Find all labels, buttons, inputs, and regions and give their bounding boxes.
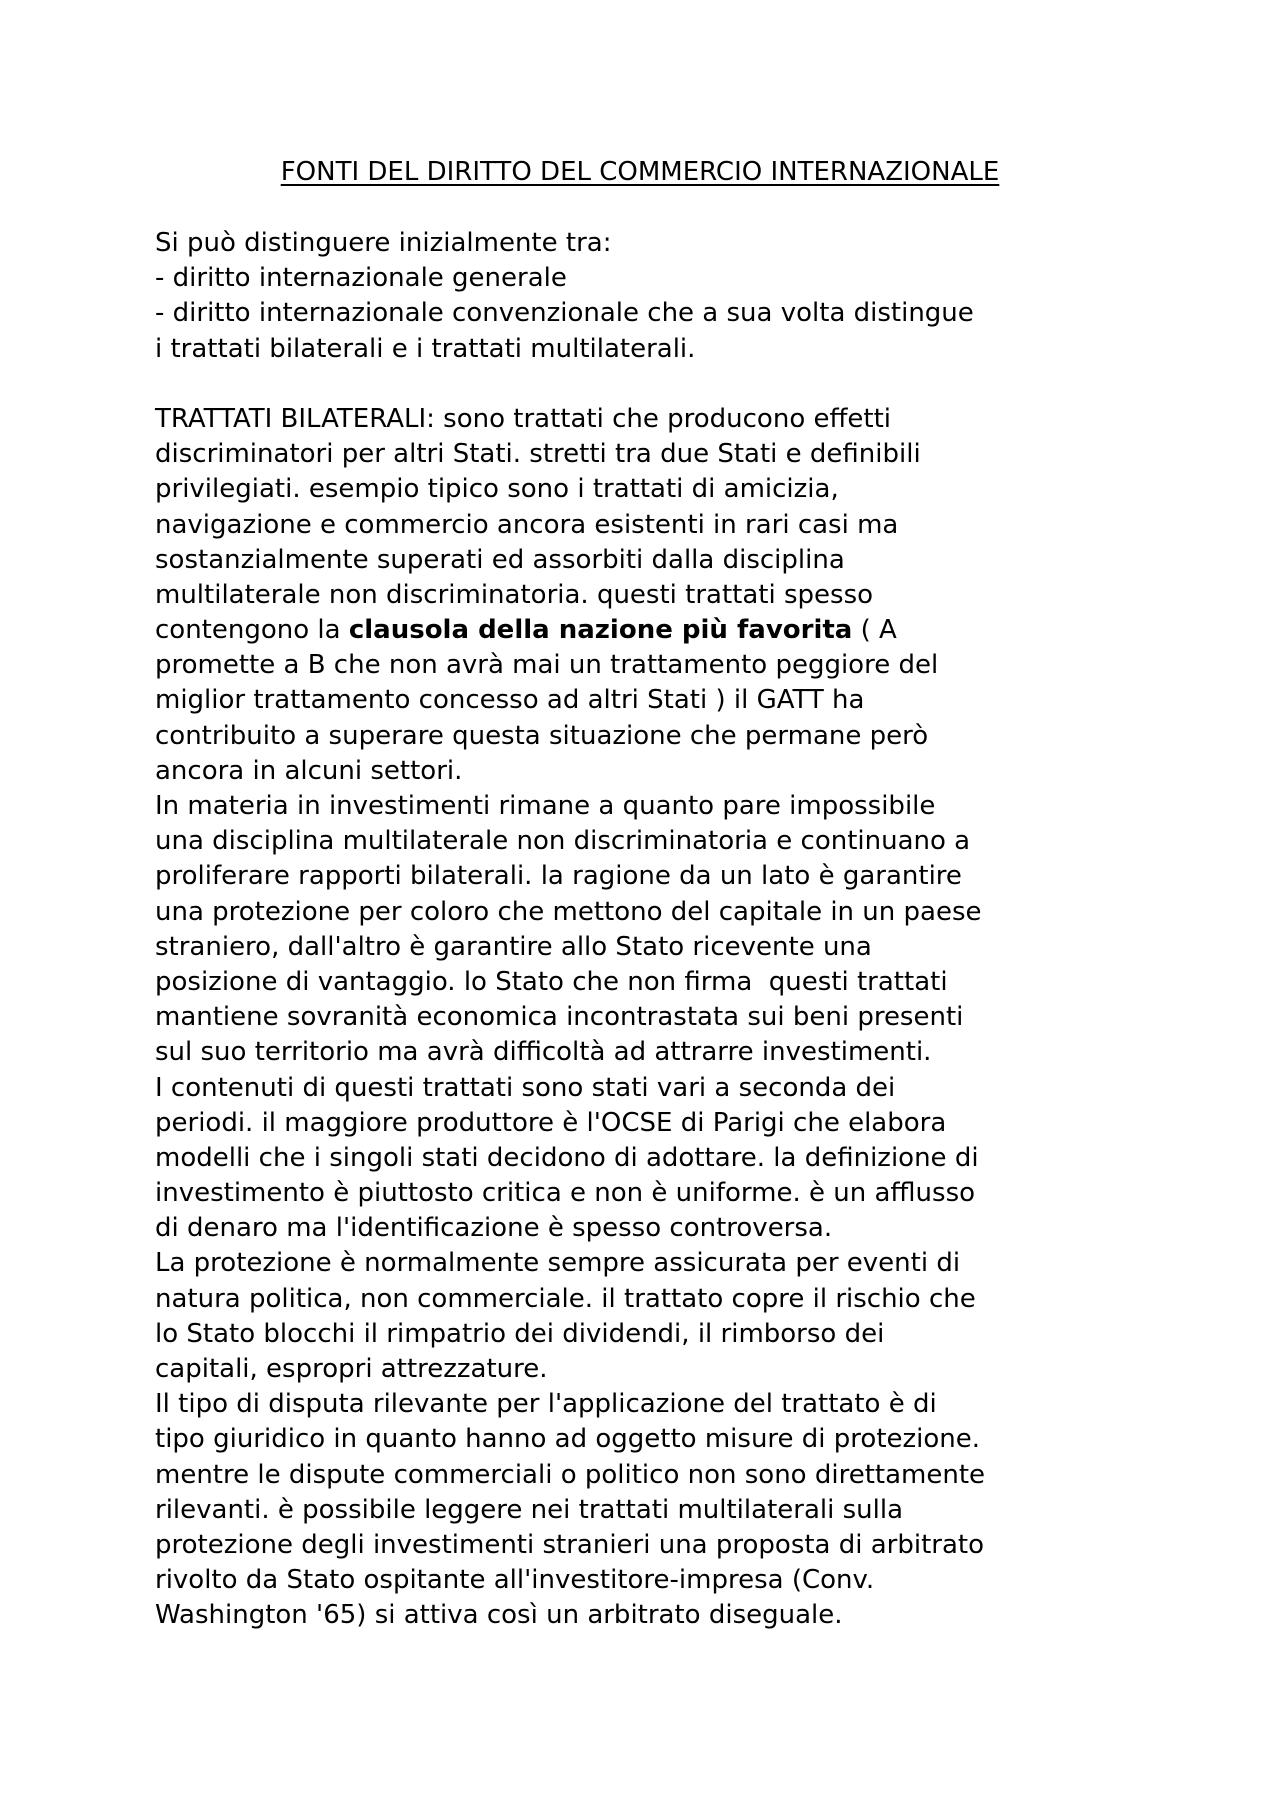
text-line: tipo giuridico in quanto hanno ad oggetto misure di protezione. xyxy=(155,1424,981,1455)
text-line: i trattati bilaterali e i trattati multilaterali. xyxy=(155,333,696,364)
text-line: straniero, dall'altro è garantire allo Stato ricevente una xyxy=(155,931,872,962)
text-line: periodi. il maggiore produttore è l'OCSE di Parigi che elabora xyxy=(155,1107,947,1138)
paragraph-investments xyxy=(155,789,1165,1071)
text-line: sostanzialmente superati ed assorbiti dalla disciplina xyxy=(155,544,845,575)
text-line: modelli che i singoli stati decidono di adottare. la definizione di xyxy=(155,1142,979,1173)
document-title: FONTI DEL DIRITTO DEL COMMERCIO INTERNAZIONALE xyxy=(280,157,1000,187)
text-line xyxy=(155,613,1165,648)
text-line: mentre le dispute commerciali o politico non sono direttamente xyxy=(155,1459,986,1490)
document-body xyxy=(155,226,1165,1634)
text-line: natura politica, non commerciale. il trattato copre il rischio che xyxy=(155,1283,976,1314)
text-line: - diritto internazionale convenzionale che a sua volta distingue xyxy=(155,298,974,329)
text-line: In materia in investimenti rimane a quanto pare impossibile xyxy=(155,791,936,821)
text-run: contengono la xyxy=(155,615,349,646)
paragraph-bilateral-treaties xyxy=(155,402,1165,789)
text-line: TRATTATI BILATERALI: sono trattati che producono effetti xyxy=(155,403,892,434)
text-line: una disciplina multilaterale non discriminatoria e continuano a xyxy=(155,826,971,857)
text-line: capitali, espropri attrezzature. xyxy=(155,1354,548,1384)
text-line: protezione degli investimenti stranieri una proposta di arbitrato xyxy=(155,1529,985,1560)
text-line: miglior trattamento concesso ad altri Stati ) il GATT ha xyxy=(155,685,865,716)
text-line: di denaro ma l'identificazione è spesso controversa. xyxy=(155,1213,833,1244)
text-line: privilegiati. esempio tipico sono i trattati di amicizia, xyxy=(155,474,839,505)
text-line: navigazione e commercio ancora esistenti in rari casi ma xyxy=(155,509,899,540)
intro-block xyxy=(155,226,1165,367)
text-line: promette a B che non avrà mai un trattamento peggiore del xyxy=(155,650,939,681)
text-line: posizione di vantaggio. lo Stato che non firma questi trattati xyxy=(155,966,948,997)
text-line: lo Stato blocchi il rimpatrio dei dividendi, il rimborso dei xyxy=(155,1318,885,1349)
text-line: sul suo territorio ma avrà difficoltà ad attrarre investimenti. xyxy=(155,1037,932,1068)
paragraph-protection xyxy=(155,1246,1165,1387)
text-line: contribuito a superare questa situazione che permane però xyxy=(155,720,929,751)
text-line: proliferare rapporti bilaterali. la ragione da un lato è garantire xyxy=(155,861,962,892)
text-run: ( A xyxy=(852,615,897,646)
text-line: una protezione per coloro che mettono del capitale in un paese xyxy=(155,896,982,927)
text-line: ancora in alcuni settori. xyxy=(155,755,463,786)
text-line: discriminatori per altri Stati. stretti tra due Stati e definibili xyxy=(155,439,921,470)
bold-term: clausola della nazione più favorita xyxy=(348,615,853,646)
text-line: multilaterale non discriminatoria. questi trattati spesso xyxy=(155,579,874,610)
text-line: investimento è piuttosto critica e non è uniforme. è un afflusso xyxy=(155,1178,976,1209)
text-line: rilevanti. è possibile leggere nei trattati multilaterali sulla xyxy=(155,1494,903,1525)
text-line: - diritto internazionale generale xyxy=(155,263,567,294)
text-line: La protezione è normalmente sempre assicurata per eventi di xyxy=(155,1248,961,1279)
paragraph-spacer xyxy=(155,367,1165,402)
text-line: Il tipo di disputa rilevante per l'applicazione del trattato è di xyxy=(155,1389,937,1420)
text-line: Washington '65) si attiva così un arbitrato diseguale. xyxy=(155,1600,843,1631)
paragraph-treaty-contents xyxy=(155,1071,1165,1247)
text-line: mantiene sovranità economica incontrastata sui beni presenti xyxy=(155,1002,964,1033)
paragraph-disputes xyxy=(155,1387,1165,1633)
text-line: rivolto da Stato ospitante all'investitore-impresa (Conv. xyxy=(155,1565,875,1596)
text-line: I contenuti di questi trattati sono stati vari a seconda dei xyxy=(155,1072,896,1103)
text-line: Si può distinguere inizialmente tra: xyxy=(155,228,612,258)
